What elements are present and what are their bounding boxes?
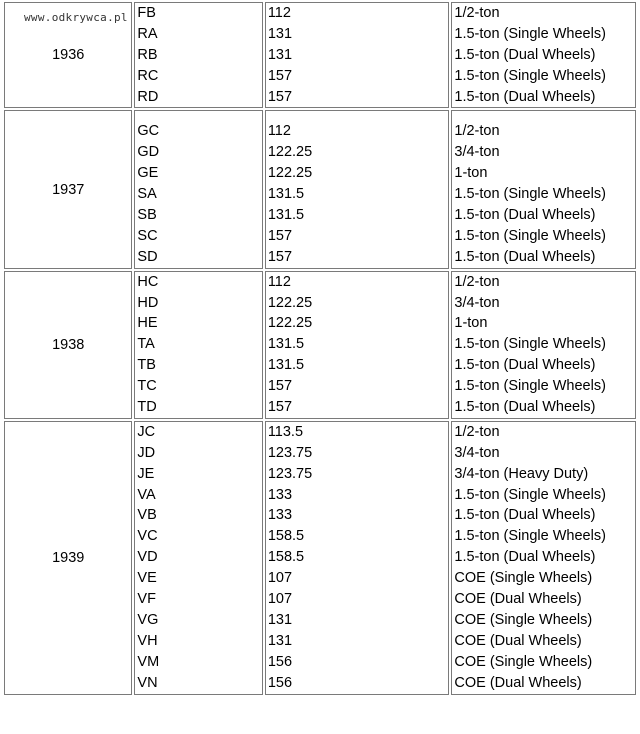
model-code: GC: [137, 123, 160, 140]
model-code: TA: [137, 336, 155, 353]
year-cell: 1938: [4, 271, 132, 419]
wheelbase-value: 157: [267, 227, 293, 244]
model-code: SC: [137, 227, 158, 244]
wheelbase-column: [265, 2, 450, 108]
wheelbase-value: 157: [267, 67, 293, 84]
wheelbase-value: 122.25: [267, 144, 313, 161]
wheelbase-value: 157: [267, 399, 293, 416]
truck-type: COE (Dual Wheels): [454, 591, 582, 608]
wheelbase-value: 158.5: [267, 528, 305, 545]
model-column: [134, 421, 262, 695]
type-column: [451, 271, 636, 419]
wheelbase-value: 131.5: [267, 357, 305, 374]
wheelbase-value: 131.5: [267, 207, 305, 224]
truck-type: 1.5-ton (Dual Wheels): [454, 46, 596, 63]
wheelbase-value: 112: [267, 273, 291, 290]
truck-type: 1.5-ton (Single Wheels): [454, 227, 606, 244]
truck-type: 3/4-ton: [454, 144, 500, 161]
year-group-1939: [4, 421, 636, 695]
watermark: www.odkrywca.pl: [24, 11, 128, 24]
model-code: GE: [137, 165, 159, 182]
wheelbase-value: 157: [267, 88, 293, 105]
type-column: [451, 421, 636, 695]
wheelbase-column: [265, 421, 450, 695]
truck-type: 1.5-ton (Dual Wheels): [454, 88, 596, 105]
wheelbase-value: 157: [267, 378, 293, 395]
truck-type: 1.5-ton (Single Wheels): [454, 67, 606, 84]
model-code: SA: [137, 186, 157, 203]
truck-type: 1.5-ton (Single Wheels): [454, 528, 606, 545]
truck-type: 1.5-ton (Dual Wheels): [454, 399, 596, 416]
wheelbase-value: 123.75: [267, 444, 313, 461]
wheelbase-value: 131.5: [267, 186, 305, 203]
wheelbase-value: 107: [267, 570, 293, 587]
model-code: RB: [137, 46, 158, 63]
model-code: VA: [137, 486, 156, 503]
wheelbase-value: 107: [267, 591, 293, 608]
model-code: RD: [137, 88, 159, 105]
wheelbase-value: 123.75: [267, 465, 313, 482]
wheelbase-value: 122.25: [267, 315, 313, 332]
wheelbase-value: 113.5: [267, 423, 304, 440]
model-code: TC: [137, 378, 157, 395]
truck-type: 1/2-ton: [454, 5, 500, 21]
truck-type: 1.5-ton (Single Wheels): [454, 336, 606, 353]
wheelbase-value: 133: [267, 507, 293, 524]
model-code: VG: [137, 611, 159, 628]
model-code: VC: [137, 528, 158, 545]
truck-type: 1.5-ton (Single Wheels): [454, 378, 606, 395]
wheelbase-column: [265, 271, 450, 419]
model-code: FB: [137, 5, 156, 21]
table-body: [4, 2, 636, 695]
model-column: [134, 2, 262, 108]
truck-type: 1/2-ton: [454, 123, 500, 140]
model-code: RA: [137, 25, 158, 42]
model-code: HD: [137, 294, 159, 311]
model-code: VH: [137, 632, 158, 649]
model-code: HC: [137, 273, 159, 290]
wheelbase-value: 157: [267, 248, 293, 265]
model-code: VD: [137, 549, 158, 566]
truck-type: 3/4-ton: [454, 294, 500, 311]
model-code: VN: [137, 674, 158, 691]
type-column: [451, 110, 636, 268]
year-cell: 1937: [4, 110, 132, 268]
truck-type: 1.5-ton (Single Wheels): [454, 486, 606, 503]
model-code: VE: [137, 570, 157, 587]
truck-type: 1.5-ton (Dual Wheels): [454, 248, 596, 265]
truck-type: COE (Dual Wheels): [454, 674, 582, 691]
wheelbase-value: 112: [267, 123, 291, 140]
model-code: JD: [137, 444, 156, 461]
model-column: [134, 271, 262, 419]
model-code: VB: [137, 507, 157, 524]
truck-type: 1/2-ton: [454, 423, 500, 440]
model-column: [134, 110, 262, 268]
truck-type: 1.5-ton (Single Wheels): [454, 25, 606, 42]
model-code: VF: [137, 591, 156, 608]
wheelbase-value: 122.25: [267, 165, 313, 182]
truck-type: 3/4-ton: [454, 444, 500, 461]
model-code: JC: [137, 423, 156, 440]
truck-type: COE (Single Wheels): [454, 653, 593, 670]
wheelbase-value: 156: [267, 653, 293, 670]
model-code: TD: [137, 399, 157, 416]
wheelbase-value: 131: [267, 632, 293, 649]
truck-type: COE (Dual Wheels): [454, 632, 582, 649]
year-group-1937: [4, 110, 636, 268]
model-code: HE: [137, 315, 158, 332]
wheelbase-value: 122.25: [267, 294, 313, 311]
type-column: [451, 2, 636, 108]
wheelbase-value: 131: [267, 611, 293, 628]
wheelbase-column: [265, 110, 450, 268]
model-code: TB: [137, 357, 156, 374]
wheelbase-value: 133: [267, 486, 293, 503]
truck-type: 1.5-ton (Dual Wheels): [454, 549, 596, 566]
year-cell: 1939: [4, 421, 132, 695]
model-code: JE: [137, 465, 155, 482]
year-cell: 1936: [4, 2, 132, 108]
truck-type: 1.5-ton (Single Wheels): [454, 186, 606, 203]
truck-type: COE (Single Wheels): [454, 570, 593, 587]
model-code: VM: [137, 653, 160, 670]
truck-type: 1.5-ton (Dual Wheels): [454, 507, 596, 524]
wheelbase-value: 112: [267, 5, 291, 21]
wheelbase-value: 131: [267, 46, 293, 63]
wheelbase-value: 131: [267, 25, 293, 42]
truck-type: 1-ton: [454, 165, 488, 182]
model-code: RC: [137, 67, 159, 84]
truck-models-table: [2, 0, 638, 697]
truck-type: 1.5-ton (Dual Wheels): [454, 207, 596, 224]
wheelbase-value: 158.5: [267, 549, 305, 566]
truck-type: 1.5-ton (Dual Wheels): [454, 357, 596, 374]
year-group-1938: [4, 271, 636, 419]
wheelbase-value: 156: [267, 674, 293, 691]
model-code: GD: [137, 144, 160, 161]
wheelbase-value: 131.5: [267, 336, 305, 353]
model-code: SB: [137, 207, 157, 224]
truck-type: 1/2-ton: [454, 273, 500, 290]
truck-type: COE (Single Wheels): [454, 611, 593, 628]
truck-type: 3/4-ton (Heavy Duty): [454, 465, 589, 482]
truck-type: 1-ton: [454, 315, 488, 332]
model-code: SD: [137, 248, 158, 265]
